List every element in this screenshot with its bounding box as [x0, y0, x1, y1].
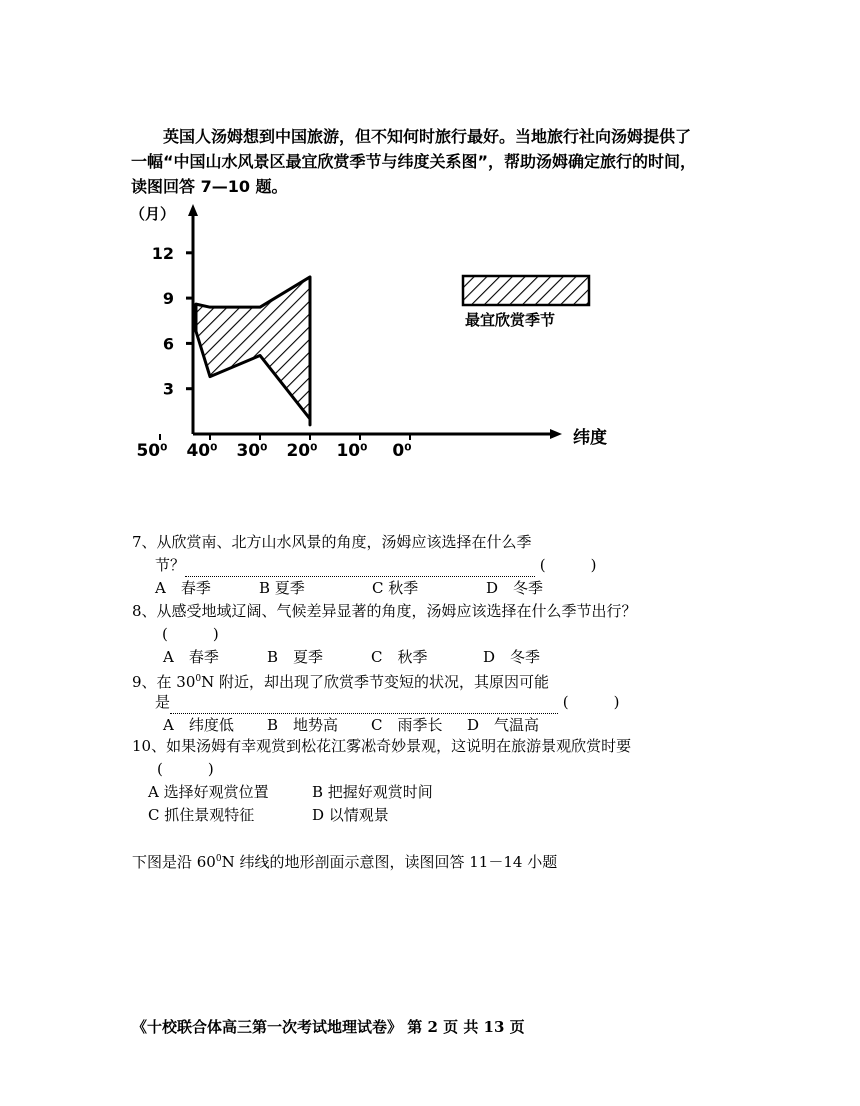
y-tick-label: 3: [162, 379, 174, 399]
q9-option-d[interactable]: D 气温高: [467, 716, 540, 734]
y-tick-label: 9: [162, 289, 174, 309]
q8-option-a[interactable]: A 春季: [163, 648, 219, 666]
q10-option-d[interactable]: D 以情观景: [312, 806, 389, 824]
q8-option-d[interactable]: D 冬季: [483, 648, 541, 666]
q8-option-c[interactable]: C 秋季: [371, 648, 428, 666]
intro-line-3: 读图回答 7—10 题。: [131, 177, 288, 196]
question-9: [132, 668, 620, 737]
q7-option-d[interactable]: D 冬季: [486, 579, 544, 597]
question-8: [132, 600, 637, 669]
best-season-band: [196, 277, 310, 425]
x-tick-label: 40⁰: [186, 441, 218, 461]
intro-paragraph: [131, 124, 743, 199]
season-latitude-chart: [130, 200, 630, 465]
x-tick-label: 30⁰: [236, 441, 268, 461]
q7-option-c[interactable]: C 秋季: [372, 579, 419, 597]
question-10: [132, 735, 631, 827]
legend-swatch: [463, 276, 589, 305]
q9-answer-blank[interactable]: ( ): [562, 693, 620, 711]
y-axis-arrow: [188, 204, 198, 216]
section-2-intro: 下图是沿 $60^0N$ 纬线的地形剖面示意图，读图回答 11－14 小题: [132, 853, 558, 871]
legend-label: 最宜欣赏季节: [465, 311, 556, 329]
x-axis-label: 纬度: [573, 428, 607, 448]
y-tick-label: 6: [162, 334, 174, 354]
intro-line-1: 英国人汤姆想到中国旅游，但不知何时旅行最好。当地旅行社向汤姆提供了: [163, 127, 692, 146]
q10-answer-blank[interactable]: ( ): [157, 760, 214, 778]
x-tick-label: 50⁰: [136, 441, 168, 461]
question-7: [132, 531, 597, 600]
q7-stem-cont: 节？: [155, 556, 186, 574]
q9-stem-cont: 是: [155, 693, 171, 711]
q10-stem: 10、如果汤姆有幸观赏到松花江雾凇奇妙景观，这说明在旅游景观欣赏时要: [132, 737, 632, 755]
x-tick-label: 0⁰: [392, 441, 412, 461]
y-tick-label: 12: [151, 243, 174, 263]
x-tick-label: 20⁰: [286, 441, 318, 461]
x-tick-label: 10⁰: [336, 441, 368, 461]
q7-answer-blank[interactable]: ( ): [539, 556, 597, 574]
q9-option-b[interactable]: B 地势高: [267, 716, 339, 734]
page-footer: 《十校联合体高三第一次考试地理试卷》 第 2 页 共 13 页: [132, 1018, 525, 1036]
q9-option-a[interactable]: A 纬度低: [163, 716, 234, 734]
q7-stem: 7、从欣赏南、北方山水风景的角度，汤姆应该选择在什么季: [132, 533, 532, 551]
x-axis-arrow: [550, 429, 562, 439]
q10-option-c[interactable]: C 抓住景观特征: [148, 806, 255, 824]
q7-option-a[interactable]: A 春季: [155, 579, 211, 597]
intro-line-2: 一幅“中国山水风景区最宜欣赏季节与纬度关系图”，帮助汤姆确定旅行的时间，: [131, 152, 697, 171]
q7-option-b[interactable]: B 夏季: [259, 579, 305, 597]
q8-answer-blank[interactable]: ( ): [162, 625, 219, 643]
y-axis-label: （月）: [130, 205, 176, 223]
q9-option-c[interactable]: C 雨季长: [371, 716, 443, 734]
q8-stem: 8、从感受地域辽阔、气候差异显著的角度，汤姆应该选择在什么季节出行？: [132, 602, 637, 620]
q10-option-a[interactable]: A 选择好观赏位置: [148, 783, 269, 801]
q9-stem: 9、在 $30^0N$ 附近，却出现了欣赏季节变短的状况，其原因可能: [132, 673, 550, 691]
q10-option-b[interactable]: B 把握好观赏时间: [312, 783, 433, 801]
q8-option-b[interactable]: B 夏季: [267, 648, 324, 666]
